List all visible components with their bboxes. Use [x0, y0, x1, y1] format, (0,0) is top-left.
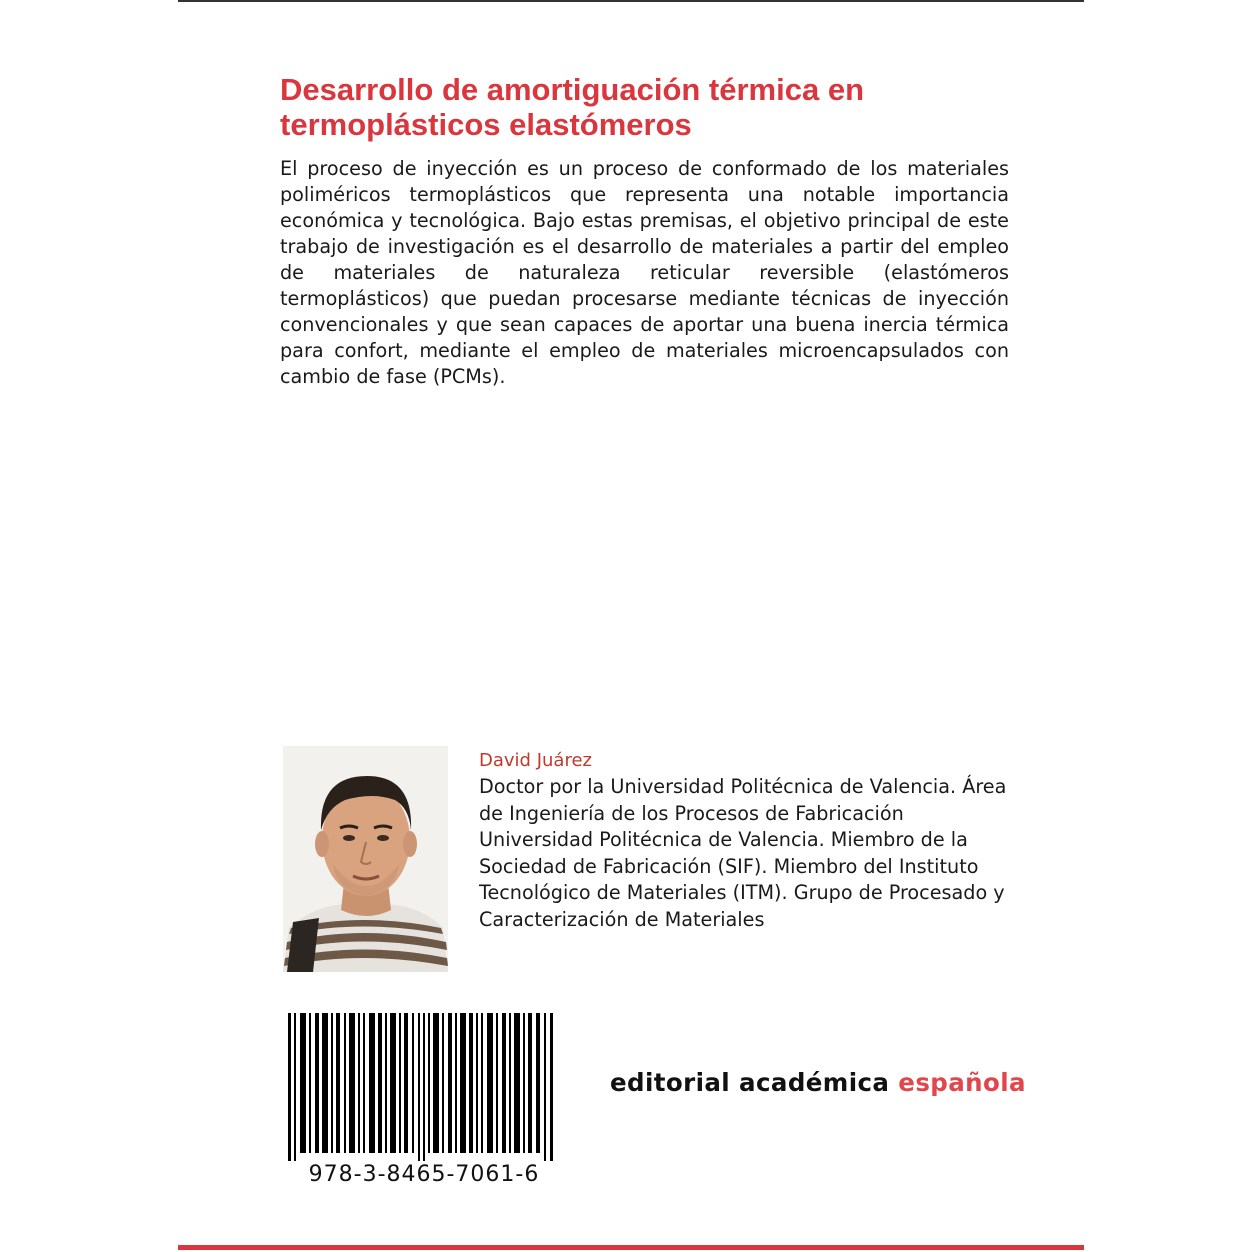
author-photo: [283, 746, 448, 972]
book-abstract: El proceso de inyección es un proceso de conformado de los materiales poliméricos termoplásticos que representa una notable importancia económica y tecnológica. Bajo estas premisas, el objetivo principal de este trabajo de investigación es el desarrollo de materiales a partir del empleo de materiales de naturaleza reticular reversible (elastómeros termoplásticos) que puedan procesarse mediante técnicas de inyección convencionales y que sean capaces de aportar una buena inercia térmica para confort, mediante el empleo de materiales microencapsulados con cambio de fase (PCMs).: [280, 157, 1009, 388]
publisher-name-part1: editorial académica: [610, 1068, 899, 1097]
isbn-number: 978-3-8465-7061-6: [308, 1162, 540, 1187]
book-title: Desarrollo de amortiguación térmica en termoplásticos elastómeros: [280, 72, 865, 142]
publisher-logo: [610, 1068, 1026, 1097]
author-bio: Doctor por la Universidad Politécnica de Valencia. Área de Ingeniería de los Procesos de Fabricación Universidad Politécnica de Valencia. Miembro de la Sociedad de Fabricación (SIF). Miembro del Instituto Tecnológico de Materiales (ITM). Grupo de Procesado y Caracterización de Materiales: [479, 775, 1007, 931]
author-name: David Juárez: [479, 750, 592, 771]
publisher-name-part2: española: [898, 1068, 1026, 1097]
bottom-rule: [178, 1245, 1084, 1250]
top-rule: [178, 0, 1084, 2]
isbn-barcode: [288, 1013, 560, 1161]
